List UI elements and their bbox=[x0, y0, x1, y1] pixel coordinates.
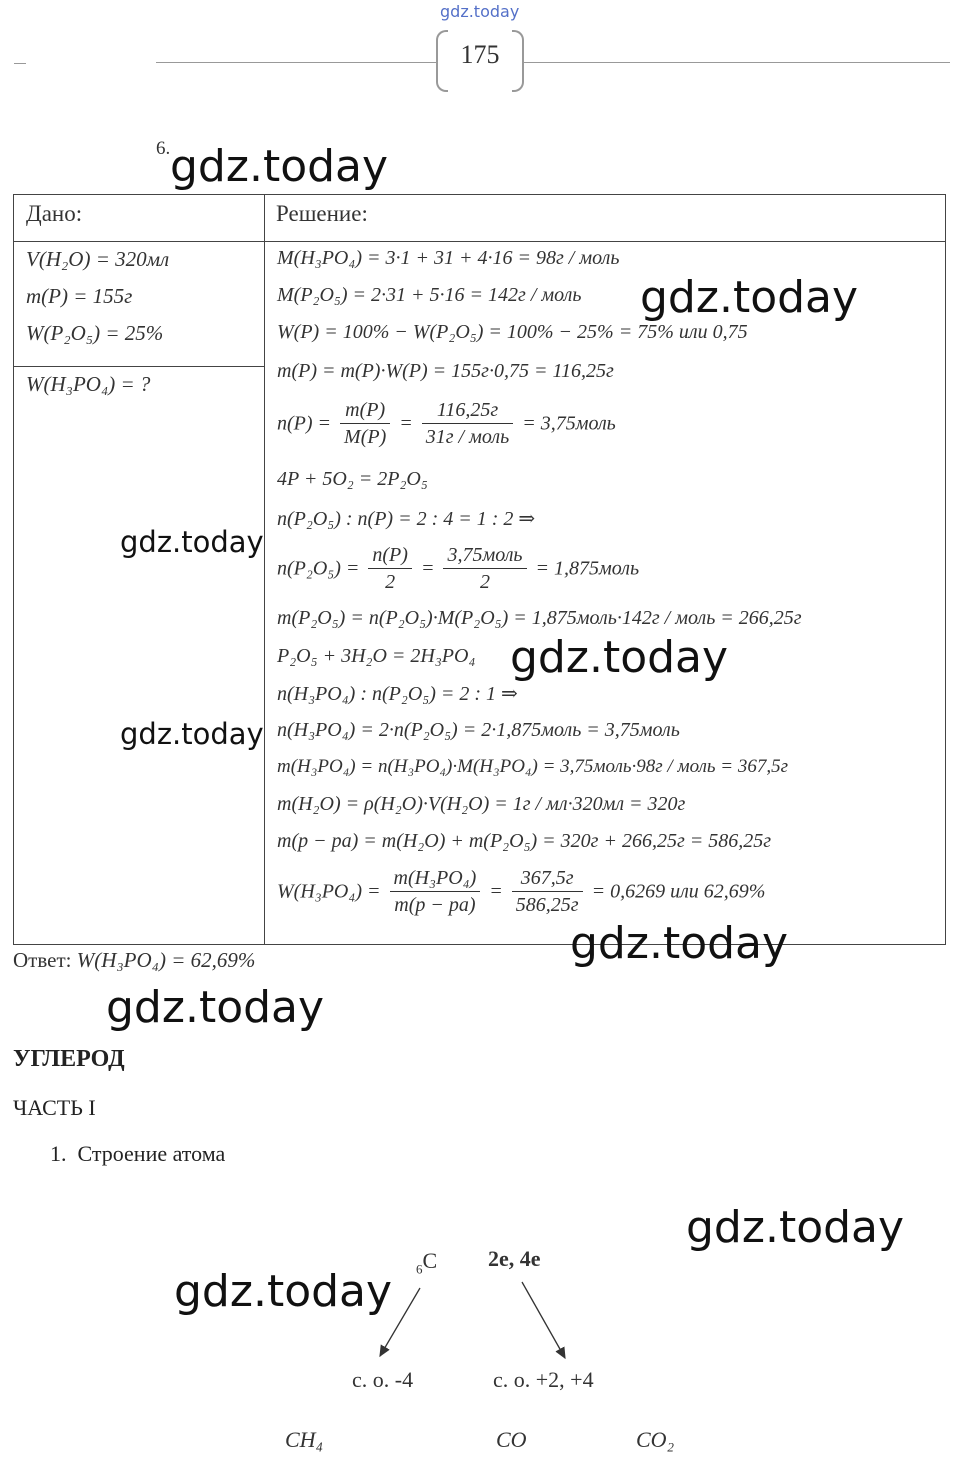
solution-line: n(P₂O₅) : n(P) = 2 : 4 = 1 : 2 ⇒ bbox=[277, 508, 536, 530]
watermark: gdz.today bbox=[120, 525, 264, 559]
solution-line: W(P) = 100% − W(P₂O₅) = 100% − 25% = 75% или 0,75 bbox=[277, 321, 748, 343]
site-mark: gdz.today bbox=[440, 2, 520, 21]
given-mass: m(P) = 155г bbox=[26, 284, 133, 308]
section-title: УГЛЕРОД bbox=[13, 1046, 125, 1072]
watermark: gdz.today bbox=[106, 982, 325, 1033]
solution-line: m(H₂O) = ρ(H₂O)·V(H₂O) = 1г / мл·320мл = 320г bbox=[277, 793, 686, 815]
solution-line: M(P₂O₅) = 2·31 + 5·16 = 142г / моль bbox=[277, 284, 582, 306]
solution-line: P₂O₅ + 3H₂O = 2H₃PO₄ bbox=[277, 645, 476, 667]
solution-line: 4P + 5O₂ = 2P₂O₅ bbox=[277, 468, 428, 490]
watermark: gdz.today bbox=[686, 1202, 905, 1253]
find-value: W(H₃PO₄) = ? bbox=[26, 372, 151, 396]
task-number: 6. bbox=[156, 138, 171, 159]
list-item: 1. Строение атома bbox=[50, 1141, 226, 1166]
solution-line: M(H₃PO₄) = 3·1 + 31 + 4·16 = 98г / моль bbox=[277, 247, 620, 269]
watermark: gdz.today bbox=[570, 918, 789, 969]
solution-line: n(P) = $\frac{m(P)}{M(P)}$ = $\frac{116,25г}{\text{31г / моль}}$ = 3,75моль bbox=[277, 399, 616, 448]
formula-ch4: CH₄ bbox=[285, 1427, 324, 1452]
section-part: ЧАСТЬ I bbox=[13, 1095, 96, 1120]
solution-line: n(P₂O₅) = $\frac{n(P)}{2}$ = $\frac{\text{3,75моль}}{2}$ = 1,875моль bbox=[277, 544, 640, 593]
answer-label: Ответ: bbox=[13, 948, 72, 972]
solution-line: m(H₃PO₄) = n(H₃PO₄)·M(H₃PO₄) = 3,75моль·98г / моль = 367,5г bbox=[277, 756, 789, 777]
answer-value: W(H₃PO₄) = 62,69% bbox=[76, 948, 256, 972]
solution-header: Решение: bbox=[276, 201, 368, 226]
watermark: gdz.today bbox=[174, 1266, 393, 1317]
solution-line: m(P₂O₅) = n(P₂O₅)·M(P₂O₅) = 1,875моль·142г / моль = 266,25г bbox=[277, 607, 802, 629]
solution-line: W(H₃PO₄) = $\frac{\text{m(H₃PO₄)}}{m(p - pa)}$ = $\frac{367,5г}{586,25г}$ = 0,6269 или 62,69% bbox=[277, 867, 766, 916]
solution-line: m(P) = m(P)·W(P) = 155г·0,75 = 116,25г bbox=[277, 360, 614, 382]
solution-line: m(p − pa) = m(H₂O) + m(P₂O₅) = 320г + 266,25г = 586,25г bbox=[277, 830, 772, 852]
page-number: 175 bbox=[460, 40, 500, 69]
carbon-symbol: $_6$C bbox=[416, 1248, 438, 1277]
formula-co: CO bbox=[496, 1427, 527, 1452]
given-volume: V(H₂O) = 320мл bbox=[26, 247, 170, 271]
watermark: gdz.today bbox=[640, 272, 859, 323]
formula-co2: CO₂ bbox=[636, 1427, 675, 1452]
watermark: gdz.today bbox=[120, 717, 264, 751]
oxidation-right: с. о. +2, +4 bbox=[493, 1367, 594, 1392]
solution-line: n(H₃PO₄) = 2·n(P₂O₅) = 2·1,875моль = 3,75моль bbox=[277, 719, 680, 741]
electron-config: 2e, 4e bbox=[488, 1246, 541, 1271]
given-header: Дано: bbox=[26, 201, 83, 226]
given-fraction: W(P₂O₅) = 25% bbox=[26, 321, 164, 345]
watermark: gdz.today bbox=[510, 632, 729, 683]
solution-line: n(H₃PO₄) : n(P₂O₅) = 2 : 1 ⇒ bbox=[277, 683, 518, 705]
watermark: gdz.today bbox=[170, 141, 389, 192]
arrow-right bbox=[522, 1282, 565, 1358]
oxidation-left: с. о. -4 bbox=[352, 1367, 414, 1392]
